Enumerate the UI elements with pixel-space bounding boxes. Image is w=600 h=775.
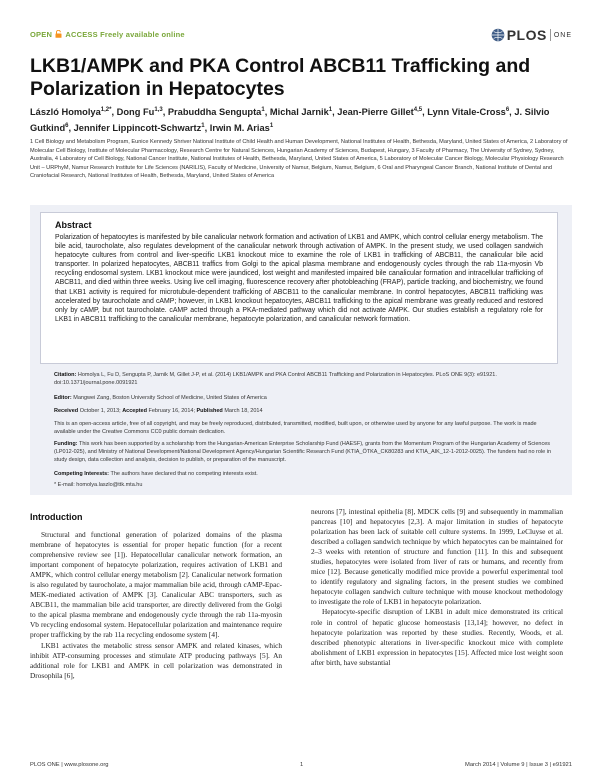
abstract-box	[40, 212, 558, 364]
author-name: Prabuddha Sengupta	[167, 107, 262, 118]
author-affiliation-marker: 1	[269, 123, 274, 130]
paragraph: neurons [7], intestinal epithelia [8], MDCK cells [9] and subsequently in mammalian pancreas [10] and hepatocytes [2,3]. A major limitation in studies of hepatocyte polarization has been lack of suitable cell culture systems. In 1999, LeCluyse et al. described a collagen sandwich technique by which hepatocytes can be maintained for 2–3 weeks with retention of structure and function [11]. In this and subsequent studies, hepatocytes were isolated from liver of rats or humans, and recently from mice [12]. Because genetically modified mice provide a powerful experimental tool to identify regulatory and signaling factors, in the present studies we combined hepatocyte collagen sandwich culture technique with mouse knockout methodology to investigate the role of LKB1 in hepatocyte polarization.	[311, 507, 563, 607]
author-list: László Homolya$^{1,2*}$, Dong Fu$^{1,3}$, Prabuddha Sengupta$^1$, Michal Jarnik$^1$, Jean-Pierre Gillet$^{4,5}$, Lynn Vitale-Cross$^6$, J. Silvio Gutkind$^6$, Jennifer Lippincott-Schwartz$^1$, Irwin M. Arias$^1$	[30, 107, 550, 134]
affiliations: 1 Cell Biology and Metabolism Program, Eunice Kennedy Shriver National Institute of Child Health and Human Development, National Institutes of Health, Bethesda, Maryland, United States of America, 2 Laboratory of Molecular Cell Biology, Institute of Molecular Pharmacology, Research Centre for Natural Sciences, Hungarian Academy of Sciences, Budapest, Hungary, 3 Faculty of Pharmacy, The University of Sydney, Sydney, Australia, 4 Laboratory of Cell Biology, National Cancer Institute, National Institutes of Health, Bethesda, Maryland, United States of America, 5 Laboratory of Molecular Cancer Biology, Molecular Physiology Research Unit – URPhyM, Namur Research Institute for Life Sciences (NARILIS), Faculty of Medicine, University of Namur, Belgium, Namur, Belgium, 6 Oral and Pharyngeal Cancer Branch, National Institute of Dental and Craniofacial Research, National Institutes of Health, Bethesda, Maryland, United States of America	[30, 139, 568, 180]
open-label: OPEN	[30, 30, 53, 39]
funding-text: This work has been supported by a scholarship from the Hungarian-American Enterprise Scholarship Fund (HAESF), grants from the Momentum Program of the Hungarian Academy of Sciences (LP012-025), and Ministry of National Development/National Development Agency/Hungarian Scientific Research Fund (KTIA_ÖTKA_CK80283 and KTIA_AIK_12-1-2012-0025). The funders had no role in study design, data collection and analysis, decision to publish, or preparation of the manuscript.	[54, 441, 552, 463]
plos-logo[interactable]	[491, 26, 572, 44]
journal-header	[30, 26, 572, 48]
corresponding-email[interactable]: * E-mail: homolya.laszlo@ttk.mta.hu	[54, 482, 143, 488]
author-affiliation-marker: 1,3	[154, 107, 163, 113]
body-column-right	[311, 507, 563, 668]
accepted-label: Accepted	[122, 408, 147, 414]
author-name: J. Silvio Gutkind	[30, 107, 550, 134]
editor	[54, 395, 559, 403]
paragraph: Hepatocyte-specific disruption of LKB1 in adult mice demonstrated its critical role in control of hepatic glucose homeostasis [13,14]; however, no defect in hepatocyte polarization was reported by these studies. Recently, Woods, et al. described phenotypic alterations in liver-specific knockout mice with complete abolishment of LKB1 expression in hepatocytes [15]. Affected mice lost weight soon after birth, have substantial	[311, 607, 563, 667]
author-affiliation-marker: 1	[201, 123, 205, 130]
accepted-date: February 16, 2014;	[148, 408, 195, 414]
author-name: Michal Jarnik	[269, 107, 329, 118]
author-name: László Homolya	[30, 107, 101, 118]
author-name: Jean-Pierre Gillet	[337, 107, 414, 118]
abstract-heading: Abstract	[55, 220, 92, 230]
access-label: ACCESS Freely available online	[65, 30, 185, 39]
received-date: October 1, 2013;	[79, 408, 121, 414]
author-affiliation-marker: 1,2*	[100, 107, 112, 113]
published-date: March 18, 2014	[224, 408, 263, 414]
introduction-heading: Introduction	[30, 512, 83, 522]
dates	[54, 408, 559, 416]
author-affiliation-marker: 6	[505, 107, 510, 113]
paragraph: Structural and functional generation of polarized domains of the plasma membrane of hepatocytes is essential for proper hepatic function (for a recent comprehensive review see [1]). Hepatocellular canalicular network formation, an important component of hepatocyte polarization, requires activation of LKB1 and AMPK, which control cellular energy metabolism [2]. Canalicular network formation is also regulated by taurocholate, a major mammalian bile acid, through cAMP-Epac-MEK-mediated activation of AMPK [3]. Canalicular ABC transporters, such as ABCB11, the mammalian bile acid transporter, are directly delivered from the Golgi to the apical plasma membrane and endogenously cycle through the rab 11a-myosin Vb recycling endosomal system. Hepatocellular polarization and maintenance require proper trafficking by the rab 11a recycling endosome system [4].	[30, 530, 282, 640]
plos-wordmark: PLOS	[506, 27, 547, 43]
published-label: Published	[196, 408, 223, 414]
competing-label: Competing Interests:	[54, 471, 110, 477]
citation-text[interactable]: Homolya L, Fu D, Sengupta P, Jarnik M, Gillet J-P, et al. (2014) LKB1/AMPK and PKA Control ABCB11 Trafficking and Polarization in Hepatocytes. PLoS ONE 9(3): e91921. doi:10.1371/journal.pone.0091921	[54, 372, 497, 386]
abstract-text: Polarization of hepatocytes is manifested by bile canalicular network formation and activation of LKB1 and AMPK, which control cellular energy metabolism. The bile acid, taurocholate, also regulates development of the canalicular network through activation of AMPK. In the present study, we used collagen sandwich hepatocyte cultures from control and liver-specific LKB1 knockout mice to examine the role of LKB1 in trafficking of ABCB11, the canalicular bile acid transporter. In polarized hepatocytes, ABCB11 traffics from Golgi to the apical plasma membrane and endogenously cycles through the rab 11a-myosin Vb recycling endosomal system. LKB1 knockout mice were jaundiced, lost weight and manifested impaired bile canalicular formation and intracellular trafficking of ABCB11, and died within three weeks. Using live cell imaging, fluorescence recovery after photobleaching (FRAP), particle tracking, and biochemistry, we found that LKB1 activity is required for microtubule-dependent trafficking of ABCB11 to the canalicular membrane. In control hepatocytes, ABCB11 trafficking was accelerated by taurocholate and cAMP; however, in LKB1 knockout hepatocytes, ABCB11 trafficking to the apical membrane was greatly reduced and restored only by cAMP, but not taurocholate. cAMP acted through a PKA-mediated pathway which did not activate AMPK. Our studies establish a regulatory role for LKB1 in ABCB11 trafficking to the canalicular membrane, hepatocyte polarization, and canalicular network formation.	[55, 234, 543, 323]
body-column-left	[30, 530, 282, 681]
competing-interests	[54, 471, 559, 479]
author-name: Lynn Vitale-Cross	[427, 107, 506, 118]
editor-label: Editor:	[54, 395, 72, 401]
editor-text: Mangwei Zang, Boston University School of Medicine, United States of America	[73, 395, 267, 401]
funding-label: Funding:	[54, 441, 78, 447]
author-name: Dong Fu	[116, 107, 155, 118]
author-name: Jennifer Lippincott-Schwartz	[73, 123, 202, 134]
paragraph: LKB1 activates the metabolic stress sensor AMPK and related kinases, which inhibit ATP-consuming processes and stimulate ATP producing pathways [5]. An additional role for LKB1 and AMPK in cell polarization was demonstrated in Drosophila [6],	[30, 640, 282, 680]
footer-issue: March 2014 | Volume 9 | Issue 3 | e91921	[465, 762, 572, 768]
citation	[54, 372, 559, 388]
open-access-banner	[30, 30, 185, 39]
received-label: Received	[54, 408, 79, 414]
author-affiliation-marker: 1	[261, 107, 265, 113]
author-affiliation-marker: 6	[65, 123, 69, 130]
citation-label: Citation:	[54, 372, 77, 378]
logo-divider	[550, 29, 551, 41]
footer-journal[interactable]: PLOS ONE | www.plosone.org	[30, 762, 109, 768]
author-affiliation-marker: 4,5	[413, 107, 423, 113]
competing-text: The authors have declared that no competing interests exist.	[110, 471, 258, 477]
copyright: This is an open-access article, free of all copyright, and may be freely reproduced, distributed, transmitted, modified, built upon, or otherwise used by anyone for any lawful purpose. The work is made available under the Creative Commons CC0 public domain dedication.	[54, 421, 537, 435]
article-info-box	[30, 205, 572, 495]
funding	[54, 441, 559, 464]
open-access-lock-icon	[55, 30, 62, 38]
page-footer	[30, 762, 572, 772]
author-name: Irwin M. Arias	[209, 123, 270, 134]
article-title: LKB1/AMPK and PKA Control ABCB11 Trafficking and Polarization in Hepatocytes	[30, 55, 531, 100]
page-number: 1	[300, 762, 304, 768]
author-affiliation-marker: 1	[328, 107, 333, 113]
plos-one-label: ONE	[553, 31, 572, 39]
plos-globe-icon	[491, 28, 505, 42]
